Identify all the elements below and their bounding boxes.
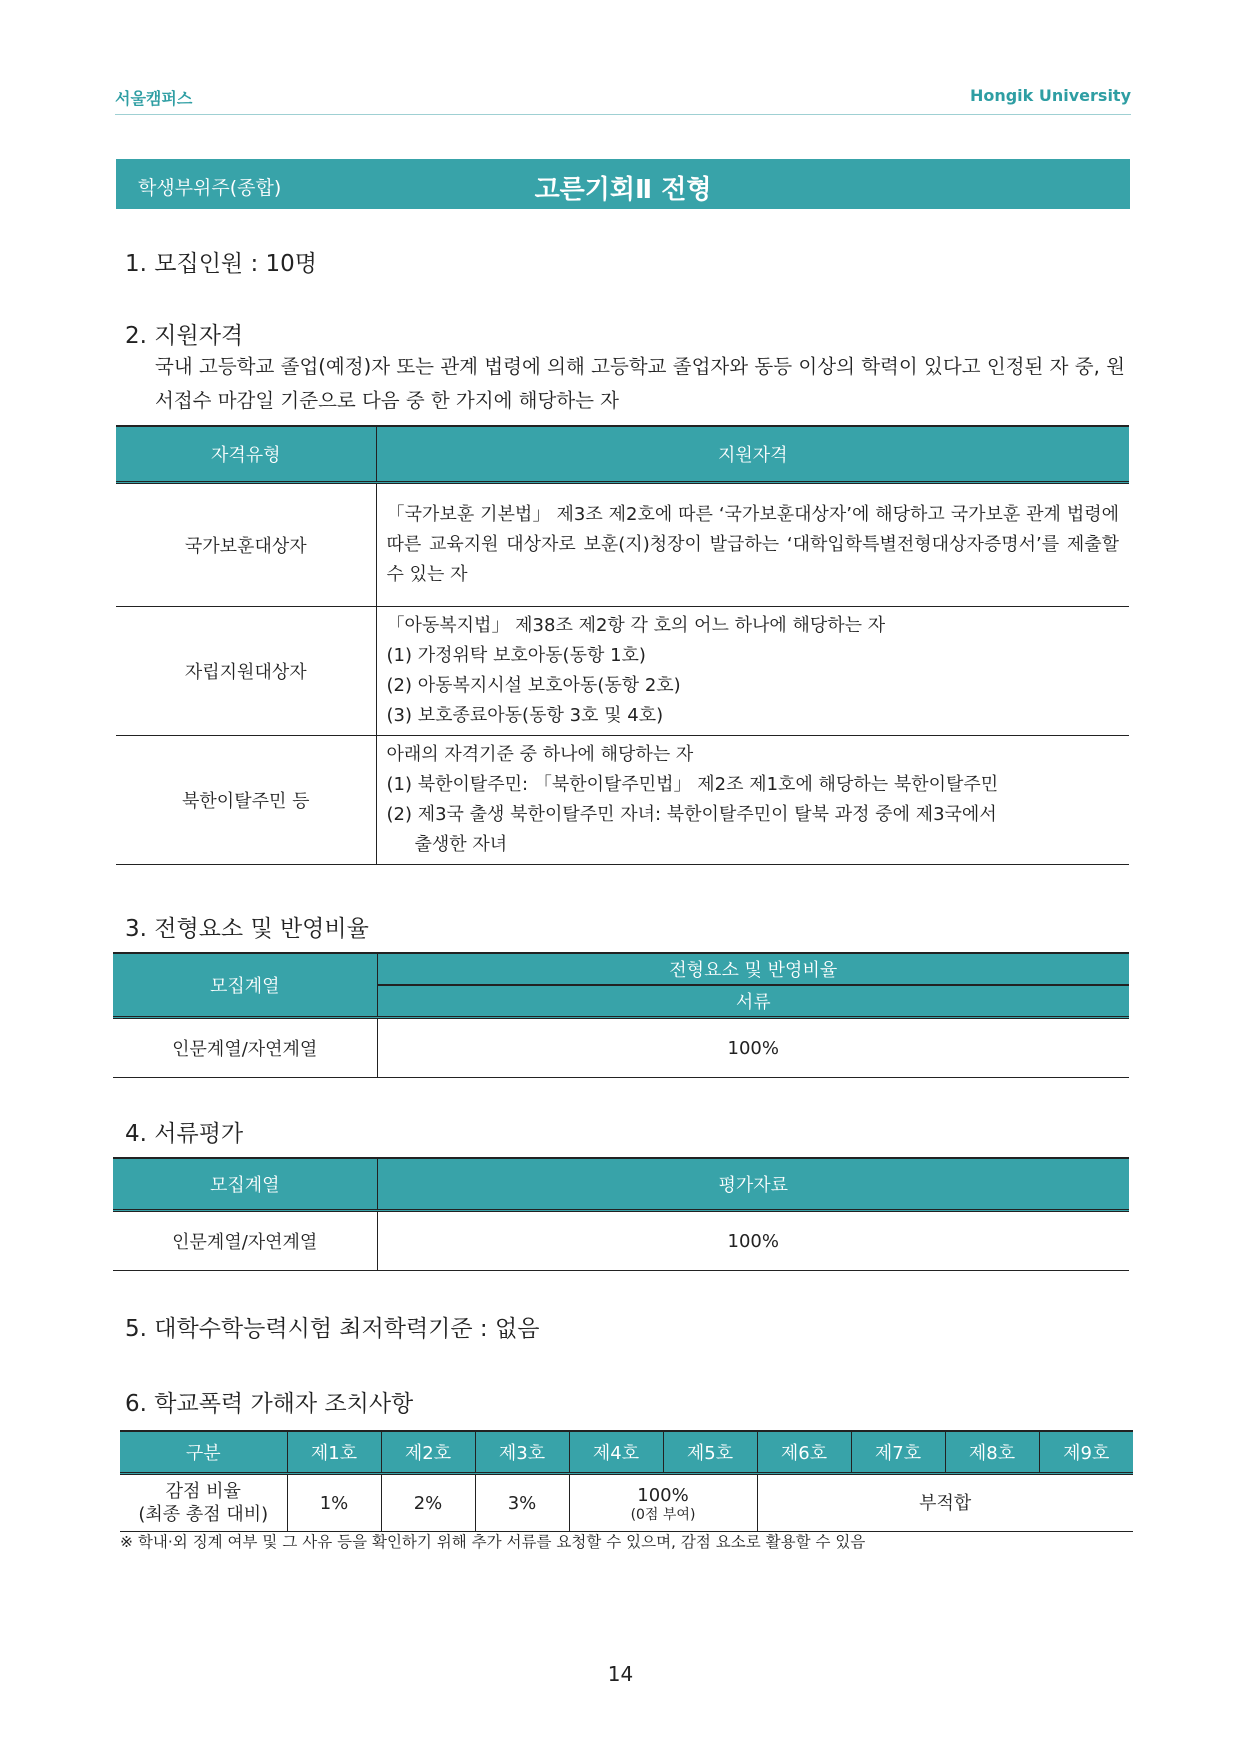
- eligibility-desc: [376, 607, 1129, 736]
- ratio-header-documents: 서류: [377, 985, 1129, 1018]
- deduction-level-4-5: [569, 1474, 757, 1532]
- table-row: [113, 1018, 1129, 1078]
- deduction-label-line: (최종 총점 대비): [138, 1504, 269, 1525]
- deduction-level-2: 2%: [381, 1474, 475, 1532]
- page-number: 14: [607, 1662, 634, 1686]
- section-5-heading: 5. 대학수학능력시험 최저학력기준 : 없음: [125, 1316, 540, 1342]
- eligibility-header-type: 자격유형: [116, 426, 376, 483]
- ratio-header-group: 전형요소 및 반영비율: [377, 953, 1129, 985]
- doc-header-field: 모집계열: [113, 1158, 377, 1211]
- doc-field: 인문계열/자연계열: [113, 1211, 377, 1271]
- campus-label: 서울캠퍼스: [115, 89, 193, 108]
- university-name: Hongik University: [969, 86, 1131, 105]
- table-row: [116, 607, 1129, 736]
- violence-header-category: 구분: [120, 1431, 287, 1474]
- violence-header-level: 제5호: [663, 1431, 757, 1474]
- deduction-level-3: 3%: [475, 1474, 569, 1532]
- section-6-heading: 6. 학교폭력 가해자 조치사항: [125, 1391, 414, 1417]
- desc-line: (3) 보호종료아동(동항 3호 및 4호): [386, 705, 664, 726]
- header-divider: [115, 114, 1131, 115]
- section-1-quota: 1. 모집인원 : 10명: [125, 251, 317, 277]
- deduction-level-1: 1%: [287, 1474, 381, 1532]
- eligibility-table: [116, 425, 1129, 865]
- table-row: [120, 1474, 1133, 1532]
- deduction-note: (0점 부여): [630, 1506, 696, 1523]
- desc-line: (1) 가정위탁 보호아동(동항 1호): [386, 645, 646, 666]
- desc-line: (1) 북한이탈주민: 「북한이탈주민법」 제2조 제1호에 해당하는 북한이탈주민: [386, 774, 999, 795]
- doc-value: 100%: [377, 1211, 1129, 1271]
- violence-header-level: 제1호: [287, 1431, 381, 1474]
- school-violence-table: [120, 1430, 1133, 1532]
- deduction-value: 100%: [637, 1484, 689, 1506]
- eligibility-type: 북한이탈주민 등: [116, 736, 376, 865]
- deduction-label-line: 감점 비율: [165, 1481, 241, 1502]
- eligibility-header-qualification: 지원자격: [376, 426, 1129, 483]
- eligibility-desc: [376, 736, 1129, 865]
- admission-category: 학생부위주(종합): [138, 177, 282, 199]
- eligibility-type: 자립지원대상자: [116, 607, 376, 736]
- violence-header-level: 제2호: [381, 1431, 475, 1474]
- section-2-description: 국내 고등학교 졸업(예정)자 또는 관계 법령에 의해 고등학교 졸업자와 동등 이상의 학력이 있다고 인정된 자 중, 원서접수 마감일 기준으로 다음 중 한 가지에 해당하는 자: [155, 355, 1125, 412]
- ratio-header-field: 모집계열: [113, 953, 377, 1018]
- violence-header-level: 제4호: [569, 1431, 663, 1474]
- ratio-table: [113, 952, 1129, 1078]
- violence-header-level: 제6호: [757, 1431, 851, 1474]
- table-row: [113, 1211, 1129, 1271]
- eligibility-desc: [376, 483, 1129, 607]
- ratio-value: 100%: [377, 1018, 1129, 1078]
- ratio-field: 인문계열/자연계열: [113, 1018, 377, 1078]
- table-row: [116, 736, 1129, 865]
- section-3-heading: 3. 전형요소 및 반영비율: [125, 916, 369, 942]
- desc-line: (2) 아동복지시설 보호아동(동항 2호): [386, 675, 681, 696]
- doc-header-material: 평가자료: [377, 1158, 1129, 1211]
- section-2-heading: 2. 지원자격: [125, 323, 244, 349]
- page-title: 고른기회Ⅱ 전형: [534, 175, 712, 205]
- violence-header-level: 제9호: [1039, 1431, 1133, 1474]
- desc-line: 「아동복지법」 제38조 제2항 각 호의 어느 하나에 해당하는 자: [386, 615, 886, 636]
- violence-header-level: 제8호: [945, 1431, 1039, 1474]
- deduction-label: [120, 1474, 287, 1532]
- desc-line: (2) 제3국 출생 북한이탈주민 자녀: 북한이탈주민이 탈북 과정 중에 제3국에서: [386, 804, 997, 825]
- title-bar: [116, 159, 1130, 209]
- desc-line: 아래의 자격기준 중 하나에 해당하는 자: [386, 744, 694, 765]
- desc-line: 출생한 자녀: [414, 834, 508, 855]
- violence-header-level: 제7호: [851, 1431, 945, 1474]
- violence-header-level: 제3호: [475, 1431, 569, 1474]
- table-row: [116, 483, 1129, 607]
- deduction-level-6-9: 부적합: [757, 1474, 1133, 1532]
- document-eval-table: [113, 1157, 1129, 1271]
- eligibility-type: 국가보훈대상자: [116, 483, 376, 607]
- section-4-heading: 4. 서류평가: [125, 1121, 244, 1147]
- desc-line: 「국가보훈 기본법」 제3조 제2호에 따른 ‘국가보훈대상자’에 해당하고 국가보훈 관계 법령에 따른 교육지원 대상자로 보훈(지)청장이 발급하는 ‘대학입학특별전형대상자증명서’를 제출할 수 있는 자: [386, 504, 1119, 585]
- footnote: ※ 학내·외 징계 여부 및 그 사유 등을 확인하기 위해 추가 서류를 요청할 수 있으며, 감점 요소로 활용할 수 있음: [120, 1533, 866, 1551]
